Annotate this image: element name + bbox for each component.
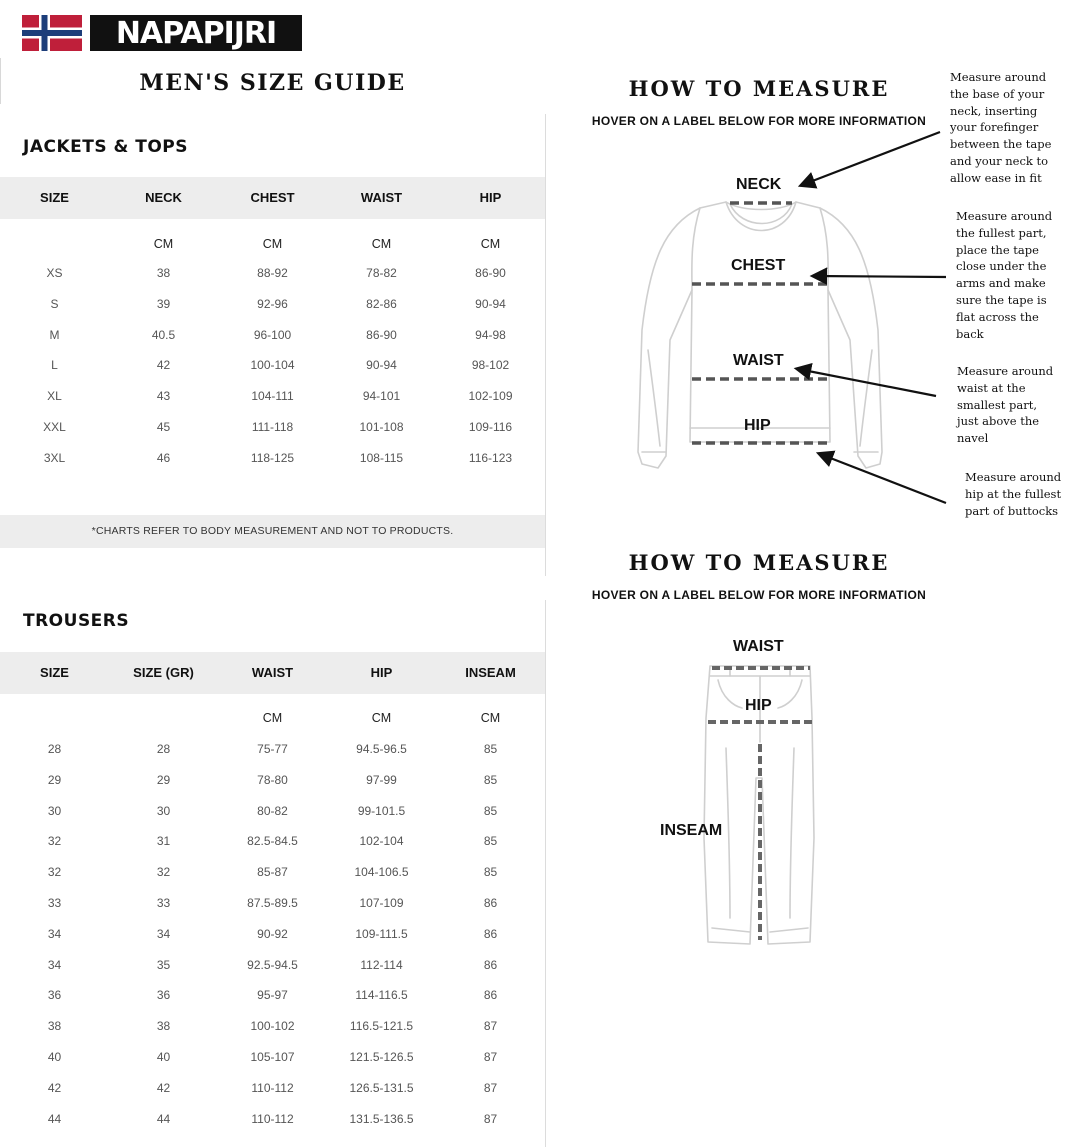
table-cell: 109-116 — [468, 420, 513, 434]
column-header: SIZE — [40, 190, 69, 205]
neck-label[interactable]: NECK — [736, 176, 782, 193]
table-cell: 75-77 — [257, 742, 288, 756]
table-cell: 97-99 — [366, 772, 397, 787]
table-cell: 34 — [156, 926, 171, 941]
column-header: HIP — [370, 665, 393, 680]
table-cell: 102-104 — [359, 834, 404, 849]
table-cell: 33 — [156, 896, 171, 910]
table-cell: 108-115 — [359, 450, 404, 465]
table-cell: 42 — [156, 358, 171, 373]
table-cell: 82.5-84.5 — [247, 834, 298, 849]
unit-label: CM — [262, 711, 283, 725]
table-cell: 87 — [483, 1080, 498, 1095]
table-cell: 80-82 — [257, 803, 288, 818]
column-header: WAIST — [360, 190, 403, 205]
table-cell: 43 — [156, 389, 171, 404]
table-cell: 3XL — [43, 450, 66, 465]
table-cell: 96-100 — [253, 327, 292, 342]
table-cell: XS — [46, 266, 63, 280]
table-cell: 30 — [156, 803, 171, 818]
table-cell: 31 — [156, 834, 171, 849]
table-cell: 28 — [156, 742, 171, 756]
table-row — [0, 742, 545, 762]
hip-annotation: Measure around hip at the fullest part of buttocks — [965, 470, 1062, 518]
table-cell: 90-94 — [366, 358, 397, 373]
column-divider — [545, 114, 546, 576]
measure-title-top: HOW TO MEASURE — [628, 76, 890, 101]
brand-name: NAPAPIJRI — [115, 16, 277, 51]
unit-label: CM — [480, 711, 501, 725]
table-row — [0, 834, 545, 854]
hip-label[interactable]: HIP — [744, 417, 771, 434]
table-cell: 86 — [483, 926, 498, 941]
table-cell: 116.5-121.5 — [349, 1019, 414, 1034]
table-cell: 88-92 — [257, 266, 288, 280]
table-cell: 100-104 — [250, 358, 295, 373]
table-cell: 87 — [483, 1111, 498, 1126]
table-cell: 131.5-136.5 — [349, 1111, 414, 1126]
table-cell: 118-125 — [250, 450, 295, 465]
brand-wordmark — [90, 15, 302, 51]
table-cell: 85 — [483, 803, 498, 818]
table-cell: 114-116.5 — [355, 988, 408, 1003]
table-cell: 30 — [47, 803, 62, 818]
table-cell: XL — [47, 389, 62, 404]
table-cell: 38 — [156, 1019, 171, 1034]
trousers-inseam-label[interactable]: INSEAM — [660, 822, 723, 839]
table-cell: 36 — [156, 988, 171, 1003]
table-cell: 121.5-126.5 — [349, 1050, 414, 1064]
table-row — [0, 451, 545, 471]
unit-label: CM — [262, 237, 283, 251]
table-cell: 40.5 — [151, 327, 176, 342]
chart-note — [0, 515, 545, 548]
table-cell: 104-106.5 — [354, 865, 409, 880]
table-cell: 116-123 — [468, 450, 513, 465]
trousers-hip-label[interactable]: HIP — [745, 697, 772, 714]
column-header: INSEAM — [465, 665, 516, 680]
table-cell: 42 — [47, 1080, 62, 1095]
table-cell: 85-87 — [257, 865, 288, 880]
table-cell: 109-111.5 — [355, 926, 408, 941]
table-cell: 86-90 — [475, 266, 506, 280]
table-cell: 87 — [483, 1050, 498, 1064]
column-header: HIP — [479, 190, 502, 205]
table-row — [0, 328, 545, 348]
page-title: MEN'S SIZE GUIDE — [139, 70, 406, 96]
table-cell: 107-109 — [359, 896, 404, 910]
column-header: WAIST — [251, 665, 294, 680]
table-cell: 39 — [156, 296, 171, 311]
table-cell: 45 — [156, 420, 171, 434]
column-header: CHEST — [250, 190, 295, 205]
table-cell: 85 — [483, 865, 498, 880]
table-cell: 29 — [156, 772, 171, 787]
table-cell: 85 — [483, 742, 498, 756]
table-cell: 100-102 — [250, 1019, 295, 1034]
table-cell: 34 — [47, 957, 62, 972]
table-cell: 44 — [47, 1111, 62, 1126]
waist-label[interactable]: WAIST — [733, 352, 784, 369]
table-row — [0, 358, 545, 378]
brand-logo[interactable] — [22, 15, 302, 51]
table-cell: 126.5-131.5 — [349, 1080, 414, 1095]
table-cell: 90-94 — [475, 296, 506, 311]
table-cell: 95-97 — [257, 988, 288, 1003]
table-cell: 102-109 — [468, 389, 513, 404]
measure-subtitle-top: HOVER ON A LABEL BELOW FOR MORE INFORMATION — [591, 114, 927, 128]
column-header: SIZE — [40, 665, 69, 680]
table-cell: 78-82 — [366, 266, 397, 280]
table-row — [0, 1081, 545, 1101]
table-cell: XXL — [43, 420, 66, 434]
table-cell: 40 — [156, 1050, 171, 1064]
table-row — [0, 1112, 545, 1132]
table-cell: 92.5-94.5 — [247, 957, 298, 972]
table-cell: 101-108 — [359, 420, 404, 434]
table-row — [0, 865, 545, 885]
table-row — [0, 773, 545, 793]
table-cell: 94.5-96.5 — [356, 742, 407, 756]
table-cell: L — [51, 358, 58, 373]
chart-note-text: *CHARTS REFER TO BODY MEASUREMENT AND NOT TO PRODUCTS. — [91, 525, 454, 537]
table-cell: 105-107 — [250, 1050, 295, 1064]
chest-label[interactable]: CHEST — [731, 257, 786, 274]
table-cell: 32 — [47, 865, 62, 880]
chest-annotation: Measure around the fullest part, place the tape close under the arms and make sure the tape is flat across the back — [956, 209, 1053, 341]
unit-label: CM — [371, 711, 392, 725]
jackets-section-title: JACKETS & TOPS — [23, 137, 188, 157]
measure-subtitle-bottom: HOVER ON A LABEL BELOW FOR MORE INFORMATION — [591, 588, 927, 602]
table-cell: 46 — [156, 450, 171, 465]
table-row — [0, 927, 545, 947]
table-cell: 28 — [47, 742, 62, 756]
table-cell: 110-112 — [251, 1080, 294, 1095]
table-cell: 29 — [47, 772, 62, 787]
column-header: SIZE (GR) — [133, 665, 194, 680]
table-cell: 35 — [156, 957, 171, 972]
table-row — [0, 804, 545, 824]
table-cell: 104-111 — [251, 389, 294, 404]
table-cell: 94-101 — [362, 389, 401, 404]
unit-label: CM — [153, 237, 174, 251]
table-cell: 38 — [156, 266, 171, 280]
table-cell: 42 — [156, 1080, 171, 1095]
table-cell: 110-112 — [251, 1111, 294, 1126]
table-cell: 87 — [483, 1019, 498, 1034]
table-row — [0, 1019, 545, 1039]
table-cell: 86 — [483, 957, 498, 972]
column-header: NECK — [145, 190, 182, 205]
neck-annotation: Measure around the base of your neck, inserting your forefinger between the tape and your neck to allow ease in fit — [950, 70, 1052, 185]
norway-flag-icon — [22, 15, 82, 51]
table-row — [0, 988, 545, 1008]
table-cell: 82-86 — [366, 296, 397, 311]
table-cell: 86-90 — [366, 327, 397, 342]
table-cell: 112-114 — [360, 957, 403, 972]
table-cell: 86 — [483, 896, 498, 910]
unit-label: CM — [371, 237, 392, 251]
table-cell: 111-118 — [251, 420, 294, 434]
unit-label: CM — [480, 237, 501, 251]
column-divider — [545, 600, 546, 1147]
table-cell: 90-92 — [257, 926, 288, 941]
table-cell: 94-98 — [475, 327, 506, 342]
table-cell: 92-96 — [257, 296, 288, 311]
table-cell: 36 — [47, 988, 62, 1003]
table-cell: 78-80 — [257, 772, 288, 787]
table-cell: 86 — [483, 988, 498, 1003]
table-cell: M — [49, 327, 60, 342]
table-cell: 40 — [47, 1050, 62, 1064]
table-cell: S — [50, 296, 59, 311]
measure-title-bottom: HOW TO MEASURE — [628, 550, 890, 575]
table-row — [0, 420, 545, 440]
table-row — [0, 896, 545, 916]
trousers-waist-label[interactable]: WAIST — [733, 638, 784, 655]
measure-arrows — [780, 120, 960, 520]
table-row — [0, 1050, 545, 1070]
table-row — [0, 958, 545, 978]
table-cell: 85 — [483, 834, 498, 849]
table-cell: 38 — [47, 1019, 62, 1034]
table-row — [0, 266, 545, 286]
trousers-section-title: TROUSERS — [23, 611, 130, 631]
table-cell: 44 — [156, 1111, 171, 1126]
table-row — [0, 297, 545, 317]
table-cell: 85 — [483, 772, 498, 787]
table-cell: 34 — [47, 926, 62, 941]
table-cell: 99-101.5 — [357, 803, 406, 818]
waist-annotation: Measure around waist at the smallest part, just above the navel — [957, 364, 1054, 446]
table-cell: 32 — [156, 865, 171, 880]
table-cell: 33 — [47, 896, 62, 910]
table-cell: 98-102 — [471, 358, 510, 373]
table-row — [0, 389, 545, 409]
table-cell: 32 — [47, 834, 62, 849]
table-cell: 87.5-89.5 — [247, 896, 298, 910]
